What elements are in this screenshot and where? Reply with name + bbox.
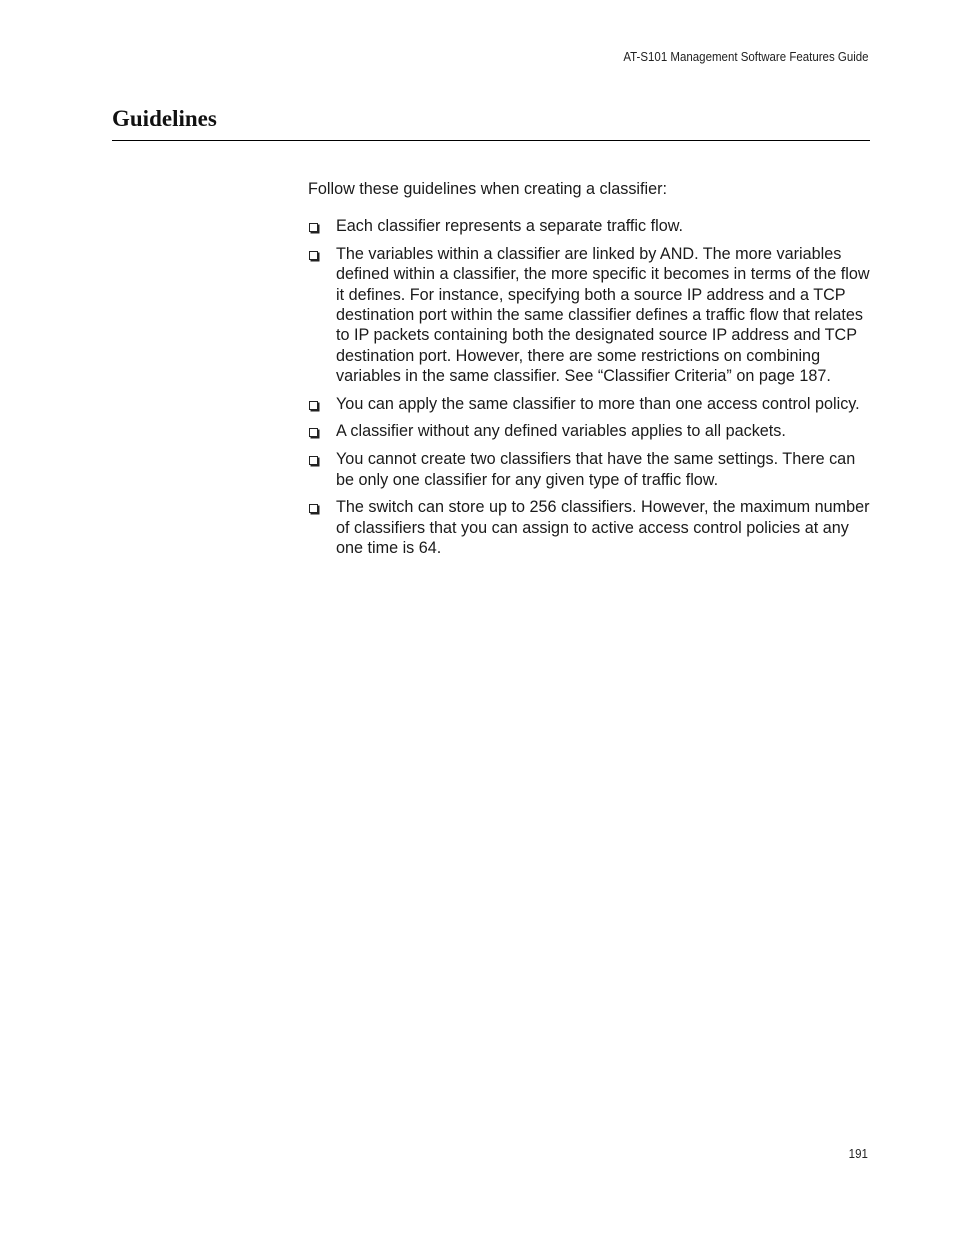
title-rule — [112, 140, 870, 141]
running-header: AT-S101 Management Software Features Guide — [623, 50, 869, 64]
list-item — [308, 497, 870, 558]
guidelines-list — [308, 216, 870, 558]
list-item — [308, 394, 870, 414]
checkbox-bullet-icon — [309, 428, 318, 437]
intro-paragraph: Follow these guidelines when creating a classifier: — [308, 180, 668, 198]
list-item — [308, 449, 870, 490]
list-item-text: A classifier without any defined variables applies to all packets. — [336, 422, 786, 441]
checkbox-bullet-icon — [309, 456, 318, 465]
checkbox-bullet-icon — [309, 251, 318, 260]
list-item-text: The switch can store up to 256 classifiers. However, the maximum number of classifiers that you can assign to active access control policies at any one time is 64. — [336, 498, 870, 557]
list-item-text: You cannot create two classifiers that have the same settings. There can be only one classifier for any given type of traffic flow. — [336, 450, 856, 489]
list-item-text: The variables within a classifier are linked by AND. The more variables defined within a classifier, the more specific it becomes in terms of the flow it defines. For instance, specifying both a source IP address and a TCP destination port within the same classifier defines a traffic flow that relates to IP packets containing both the designated source IP address and TCP destination port. However, there are some restrictions on combining variables in the same classifier. See “Classifier Criteria” on page 187. — [336, 245, 870, 385]
checkbox-bullet-icon — [309, 223, 318, 232]
checkbox-bullet-icon — [309, 504, 318, 513]
list-item — [308, 244, 870, 386]
list-item — [308, 421, 870, 441]
body-content — [308, 179, 870, 566]
page-number: 191 — [848, 1147, 868, 1161]
list-item-text: You can apply the same classifier to more than one access control policy. — [336, 394, 860, 413]
list-item-text: Each classifier represents a separate traffic flow. — [336, 217, 683, 236]
list-item — [308, 216, 870, 236]
checkbox-bullet-icon — [309, 401, 318, 410]
section-title: Guidelines — [112, 106, 217, 131]
